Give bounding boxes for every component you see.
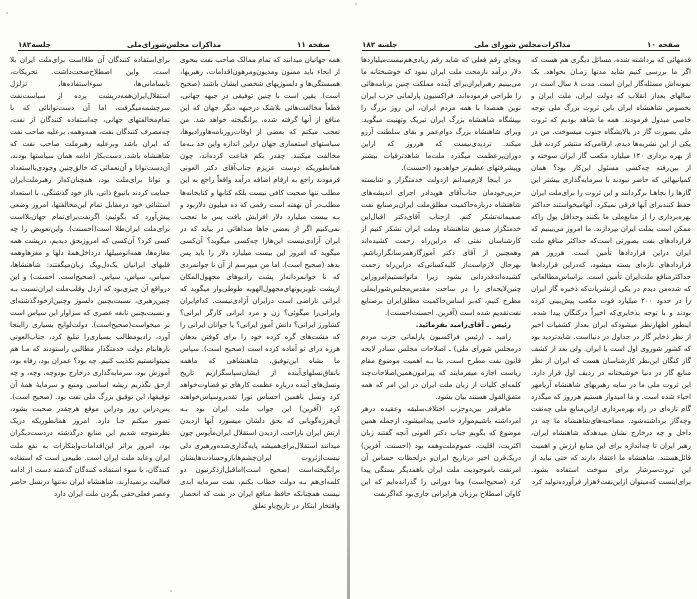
publication-title: مذاکرات‌مجلس شورای ملی [473, 39, 571, 49]
paragraph: رامبد ـ (رئیس فراکسیون پارلمانی حزب مردم درمجلس شورای ملی) ـ اصلاحات مجلس سنادر لایحه قانون نفت مطرح است، بنا بـه اهمیت موضوع مقام ریاست اجازه میفرمایند که پیرامون‌همین‌اصلاحات‌چند کلمه‌ای کلیات از زبان ملت ایران در این امر که همه متفق‌القول هستند بیان بشود. [361, 332, 521, 402]
text-columns [10, 54, 340, 594]
scan-noise [6, 12, 8, 14]
page-number: صفحه ۱۰ [647, 39, 680, 49]
paragraph: وبجای رقم فعلی که شاید رقم زیادی‌هم‌نیست‌میلیاردها دلار درآمد نازمخت ملت ایران نمود که خوشبختانه ما می‌بینیم رهبر‌ایران‌برای آینده مملکت چنین برنامه‌هائی را طراحی فرموده‌اند. فراکسیون پارلمانی حزب ایران نوین همصدا با همه مردم ایران، این روز بزرگ را بپیشگاه شاهنشاه بزرگ ایران تبریک وتهنیت میگوید. وبرای شاهنشاه بزرگ دوام‌عمر و بقای سلطنت آرزو میکند. تردیدی‌نیست که هرروز که ازاین دوران‌پرعظمت میگذرد ملت‌ما شاهد‌ترقیات بیشتر وپیشرفتهای عظیم‌تر خواهدبود (احسنت). [361, 55, 521, 173]
paragraph: در اینجا لازم‌میدانم ازدولت خدمتگزار و شایسته حزبی‌خودمان جناب‌آقای هویدادر اجرای اندیشه‌های شاهنشاه درباره‌حاکمیت مطلق‌ملت ایران‌برصنایع نفت صمیمانه‌تشکر کنم. ازجناب آقای‌دکتر اقبال‌این خدمتگزار صدیق شاهنشاه وملت ایران تشکر کنیم از کارشناسان نفتی که دراین‌راه زحمت کشیده‌اند وهمچنین از آقای دکتر آموزگار‌همرسانگر‌ارباشم. بهرحال لازم‌است‌از کلیه‌کسانی‌که دراین‌راه زحمت کشیده‌اندقدردانی بشود زیرا ما‌توانستیم‌امروز‌این چنین‌لایحه‌ای را در ساحت مقدس‌مجلس‌شورا‌یملی مطرح کنیم، که‌بر اساس‌حاکمیت مطلق‌ایران برصنایع نفت‌تقدیم شده است (آفرین. احسنت‌احسنت). [361, 175, 521, 317]
page-number: صفحه ۱۱ [297, 39, 330, 49]
page-header [362, 34, 680, 51]
session-number: جلسه۱۸۲ [18, 39, 51, 49]
page-header [18, 34, 330, 51]
scan-noise [355, 3, 357, 5]
text-column-left [361, 54, 521, 594]
scan-noise [690, 300, 692, 302]
text-column-right [180, 54, 340, 594]
speaker-line: رئیس ـ آقای‌رامبد بفرمائید. [415, 320, 511, 330]
publication-title: مذاکرات مجلس‌شورای‌ملی [126, 39, 222, 49]
page-10 [349, 0, 697, 599]
paragraph: قدمهائی که برداشته شده، مسائل دیگری هم هست که اگر ما بررسی کنیم شاید مدتها زمـان بخواهد. یک نمونه‌اش مسئله‌گاز ایران است. مدت ۸ سال است در سالهای بعداز انقلاب که دولت ایران، ملت ایران و بخصوص شاهنشاه ایران باین ثروت بزرگ ملی توجه خاصی مبذول فرمودند. همه ما شاهد بودیم که ثروت ملی بصورت گاز در بالایشگاه جنوب میسوخت. من در یکی از این نشریه‌ها دیدم، ارقامی‌که منتشر کردند قبل از بهره برداری ۱۴۰ میلیارد مکعب گاز ایران سوخته و از بین‌رفته چه‌کسی مسئول این‌کار بود؟ همان کمپانیهائی که حاضر نبودند با سرمایه‌گذاری بیشتر این گازها را بجاهـا برگردانند و این ثروت را برای‌ملت ایران حفظ کنند‌برای آنها فرقی نمیکرد. آنهامیخواستند حداکثر بهره‌برداری را از منابع‌ملی ما بکنند وحداقل پول راکه ممکن است بملت ایران بپردازند. ما امروز می‌بینیم که قراردادهای نفت بصورتی است‌که حداکثر منافع ملت ایران دراین قراردادها تأمین است. هرروز هم قراردادهای تازه‌ای بسته میشود، که‌دراین قراردادها حداکثرمنافع ملت‌ایران تأمین است. براساس‌مطالعاتی که شده‌من دیدم در یکی ازنشریات‌که ذخیره گاز ایران را در حدود ۲۰۰ میلیارد فوت مکعب پیش‌بینی کرده بودند و با توجه بذخایری‌که اخیراً درکنگان پیدا شده. اینطور اظهارنظر میشودکه ایران بعداز کشفیات اخیر از نظر ذخایر گاز در جداول در دنیااست. شایدتردید بود که کشور شوروی اول است یا ایران. ولی بعد از کشف گاز کنگان این‌نظر کارشناسان هست که ایران از نظر منابع گاز در دنیا خوشبختانه در ردیف اول قرار دارد. این ثروت ملی ما در سایه رهبریهای شاهنشاه آریامهر احیاء شده است. و ما امیدوار هستیم هرروز که میگذرد گام تازه‌ای در راه بهره‌برداری ازاین‌منابع ملی چه‌نفت وچه‌گاز برداشته‌شود. مصاحبه‌های‌شاهنشاه ما چه در داخل و چه درخارج نشان میدهدکه شاهنشاه ایران، رهبر ایران تا چه‌اندازه برای این منابع ارزش و اهمیت قائل‌هستند. شاهنشاه ما اعتقاد دارند که حتی نباید از این ثروت‌سرشار برای سوخت استفاده بشود. برای‌اینست که‌میتوان ازاین‌نفت۶هزار فرآورده‌تولید کرد [531, 55, 691, 486]
session-number: جلسه ۱۸۲ [362, 39, 398, 49]
paragraph: همه جهانیان میدانند که تمام ممالک صاحب نفت بنحوی از انحاء باید ممنون ومدیون‌ومرهون‌اقدامات، رهبریها، همبستگی‌ها و دلسوزیهای شخصی ایشان باشند (صحیح است). یقین است با چنین توفیقی در جبهه جهانی، قطعاً مخالفت‌هائی بلاشک درجبهه دیگر جهان که این منافع از آنها گرفته شده، برانگیخته خواهد شد. من تعجب میکنم که بعضی از اوقات‌روزنامه‌ها‌و‌رادیوها، سیاستهای استعماری جهان دراین اندازه واین حد بـه‌ما مخالفت میکنند. چقدر بکم قناعت کرده‌اند، چون همانطوریکه دوست عزیزم جناب‌آقای دکتر العونی فرمودند راجع به ارقام اضافه درآمد واقعاً راجع به این مطلب تنها صحبت کافی نیست بلکه کتابها و کتابخانه‌ها مطلب‌در آن نهفته است رقمی که ده میلیون دلاربود و بـه بیست میلیارد دلار افزایش یافت پس ما تعجب نمی‌کنیم اگر از بعضی جاها صداهائی در بیاید که در ایران آزادی‌نیست این‌هارا چه‌کسی میگوید؟ آن‌کسی میگوید که امروز این بیست میلیارد دلار را باید پس بدهد (صحیح است). اما من میپرسم از آن نا جوانمردی که نا جوانمردانه‌از پشت رادیوهای مجهول‌المکان ازپشت تلویزیونهای‌مجهول‌الهویه طوطی‌وار میگوید که ایرانی ناراضی است درایران آزادی‌نیست. کدام‌ایران وایرانی‌را میگوئی؟ زن و مرد ایرانی کارگر ایرانی؟ کشاورز ایرانی؟ دانش آموز ایرانی؟ یا جوانان ایرانی را که مشت‌های گره کرده خود را برای کوفتن بدهان هرزه درای تو آماده کرده است (صحیح است). سپاس ما بشاه این‌توفیق، شاهنشاهی که ماهمه باتفاق‌نسلهای‌آینده از ایشان‌سپاسگزاریم تاریخ ونسل‌های آینده درباره عظمت کارهای تو قضاوت‌خواهد کرد ونسل باهمین احساس تورا تقدیروسپاس‌خواهند کرد (آفرین) این جواب ملت ایران بود بـه آن‌هرزه‌گویانی که بحق دلشان میسوزد آنها ازدیدن ارتش ایران ناراحت، ازدیدن استقلال ایران‌مأیوس چون میدانند استقلال‌برای‌همیشه پایه‌گذاری‌شده‌و‌رهبری‌ دلی نیست‌ازثروت ایران‌چشم‌ها‌بازو‌حسادت‌هایشان برانگیخته‌است (صحیح است)اما‌قبل‌از‌ذکر‌نیون دو کلمه‌ای‌هم بـه دولت خطاب بکنم، نفت سرمایه ابدی نیست همچنانکه حافظ منافع ایران در نفت که انحصار وافتخار ابتکار در تاریخ‌باو تعلق [180, 55, 340, 510]
text-columns [361, 54, 691, 594]
paragraph: ماهرقدر بین‌دوحزب اختلاف‌سلیقه وعقیده درهر امرداشته باشیم‌موارد خاصی پیدامیشود، ازجمله همین موضوع که بگویم جناب دکتر العونی آنچه گفتند زبان اکثریت، اقلیت، عموم‌ملت‌وهمه بود (احسنت. آفرین) دریک‌قرن اخیر درتاریخ ایران‌و درلحظات حساس آن امرنفت باموجودیت ملت ایران باهمدیگر بستگی پیدا کرد (صحیح‌است) وما دورانی را گذرانده‌ایم که این کاوان اصطلاح برزبان هرایرانی جاری‌بود که‌اگر‌نفت [361, 404, 521, 498]
scan-noise [170, 590, 172, 592]
text-column-right [531, 54, 691, 594]
text-column-left [10, 54, 170, 594]
page-11 [0, 0, 348, 599]
paragraph: برای‌استفاده کنندگان آن طلااست برای‌ملت ایران بلا است، واین اصطلاح‌صحت‌داشت. تحریکات، نابسامانی‌ها، سوءاستفاده‌ها، تزلزل استقلال‌ایران‌همه‌درپشت پرده از سیاست‌نفت سرچشمه‌میگرفت، اما آن دست‌توانائی که با تمام‌مخالفتهای جهانی، چه‌استفاده کنندگان از نفت، چه‌مصرف کنندگان نفت، همه‌وهمه، برعلیه صاحب نفت که ایران باشد وبرعلیه رهبرملت صاحب نفت که شاهنشاه باشد، دست‌بکار ادامه همان سیاستها بودند، آن‌دست‌توانا و آن‌نعمائی که خالق‌چنین وجودی‌بااستعداد و توانا برای‌ملت بود، همچنان‌که‌از رهبرملت‌ایران حمایت کردند بانبوغ ذاتی، بااز خود گذشتگی، با استعداد استثنائی خود درمقابل تمام این‌مخالفتها، امروز وضعی پیش‌آورد که بگوئیم: اگرنفت‌برای‌تمام جهان‌بلااست برای‌ملت ایران‌طلا است‌(احسنت). واین‌تعویض را چه کسی کرد؟ آن‌کسی که امروز‌بحق دیدیم، درپشت همه مغازه‌ها، همه‌اتومبیلها، درداخل‌همۀ دلها و مغزها‌وهمه قلبهای ایرانیان یک‌دل‌ویک‌ زبان‌میگفتند: شاهنشاها، سپاس، سپاس، سپاس. (صحیح‌است. احسنت) و این درواقع آن چیزی‌بود که ازدل وقلب‌ملت ایران‌نسبت بـه چنین‌رهبری، نسبت‌بچنین دلسوز وچنین‌ازخودگذشته‌ای و نسبت‌بچنین نابغه عصری که سزاوار این سپاس است بر میخواست‌(صحیح‌است). دولت‌لوایح بسیاری رااینجا آورد، رادیو‌مطالب بسیاری‌را تبلیغ کرد، جناب‌العونی بارهابنام دولت خدمتگذار مطالبی راستودند که مـا هم نمیتوانستیم تکذیب کنیم. چه بود؟ عمران بود، رفاه بود، آموزش بود، سرمایه‌گذاری درخارج بودوچه، وچه، و چه ازحق نگذریم ریشه اساسی ومنبع و سرمایۀ همۀ آن توفیقها، این توفیق بزرگ ملی نفت بود. (صحیح است). پس‌دراین روز ودراین موقع هرچقدر صحبت بشود، تصور میکنم جـا دارد. امروز همانطوریکه دریک نظرمتوجه شدیم این منابع درگذشته دردست‌دیگران بود، امروز براثر این‌اقدامات‌وابتکارات به نفع ملت ایران وعاید ملت ایران است. طبیعی است که استفاده کنندگان، با سوء استفاده کنندگان گذشته دست از ادامه فعالیت برنمیدارند. شاهنشاه ایران نه‌تنها درنسل حاضر وعصر فعلی‌حقی بگردن ملت ایران دارد [10, 55, 170, 498]
